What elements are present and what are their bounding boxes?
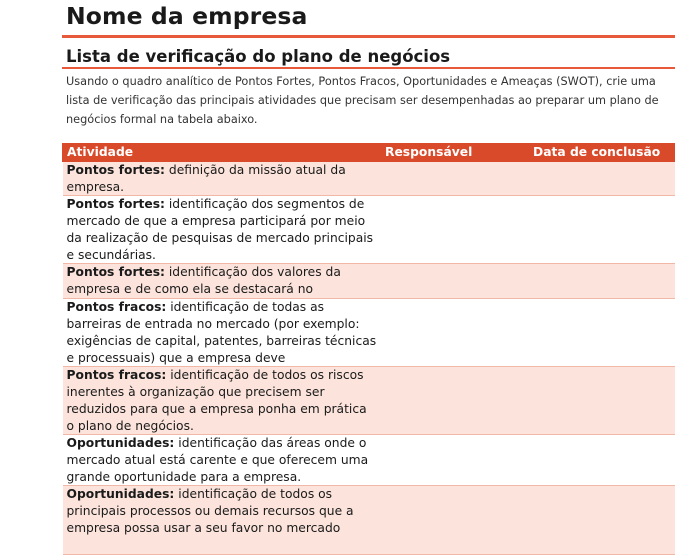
table-row [63, 367, 675, 435]
completion-date-cell[interactable] [529, 299, 675, 367]
completion-date-cell[interactable] [529, 435, 675, 486]
activity-cell[interactable] [63, 162, 381, 196]
completion-date-cell[interactable] [529, 486, 675, 555]
activity-category: Pontos fracos: [67, 368, 167, 382]
activity-description: identificação de todos os riscos inerentes à organização que precisem ser reduzidos para que a empresa ponha em prática o plano de negócios. [67, 368, 367, 433]
table-row [63, 264, 675, 299]
activity-description: identificação dos segmentos de mercado de que a empresa participará por meio da realização de pesquisas de mercado principais e secundárias. [67, 197, 374, 262]
table-row [63, 299, 675, 367]
activity-category: Pontos fracos: [67, 300, 167, 314]
table-row [63, 162, 675, 196]
activity-cell[interactable] [63, 435, 381, 486]
activity-category: Oportunidades: [67, 436, 175, 450]
column-header-responsible: Responsável [381, 144, 529, 162]
responsible-cell[interactable] [381, 264, 529, 299]
intro-paragraph: Usando o quadro analítico de Pontos Fortes, Pontos Fracos, Oportunidades e Ameaças (SWOT), crie uma lista de verificação das principais atividades que precisam ser desempenhadas ao preparar um plano de negócios formal na tabela abaixo. [66, 72, 666, 129]
activity-cell[interactable] [63, 486, 381, 555]
document-subtitle: Lista de verificação do plano de negócios [66, 47, 450, 66]
activity-description: identificação dos valores da empresa e de como ela se destacará no [67, 265, 341, 296]
activity-category: Pontos fortes: [67, 163, 165, 177]
responsible-cell[interactable] [381, 486, 529, 555]
activity-category: Pontos fortes: [67, 197, 165, 211]
checklist-table [62, 143, 675, 555]
table-header-row [63, 144, 675, 162]
company-name: Nome da empresa [66, 2, 307, 30]
subtitle-divider [62, 67, 675, 69]
activity-cell[interactable] [63, 264, 381, 299]
activity-description: identificação das áreas onde o mercado atual está carente e que oferecem uma grande oportunidade para a empresa. [67, 436, 369, 484]
column-header-activity: Atividade [63, 144, 381, 162]
responsible-cell[interactable] [381, 367, 529, 435]
completion-date-cell[interactable] [529, 367, 675, 435]
column-header-completion-date: Data de conclusão [529, 144, 675, 162]
activity-cell[interactable] [63, 196, 381, 264]
responsible-cell[interactable] [381, 435, 529, 486]
table-row [63, 196, 675, 264]
table-row [63, 435, 675, 486]
completion-date-cell[interactable] [529, 162, 675, 196]
responsible-cell[interactable] [381, 196, 529, 264]
table-row [63, 486, 675, 555]
activity-description: identificação de todos os principais processos ou demais recursos que a empresa possa usar a seu favor no mercado [67, 487, 354, 535]
title-divider [62, 35, 675, 38]
activity-category: Oportunidades: [67, 487, 175, 501]
activity-description: identificação de todas as barreiras de entrada no mercado (por exemplo: exigências de capital, patentes, barreiras técnicas e processuais) que a empresa deve [67, 300, 377, 365]
activity-cell[interactable] [63, 299, 381, 367]
responsible-cell[interactable] [381, 299, 529, 367]
completion-date-cell[interactable] [529, 196, 675, 264]
activity-cell[interactable] [63, 367, 381, 435]
completion-date-cell[interactable] [529, 264, 675, 299]
activity-category: Pontos fortes: [67, 265, 165, 279]
activity-description: definição da missão atual da empresa. [67, 163, 346, 194]
responsible-cell[interactable] [381, 162, 529, 196]
